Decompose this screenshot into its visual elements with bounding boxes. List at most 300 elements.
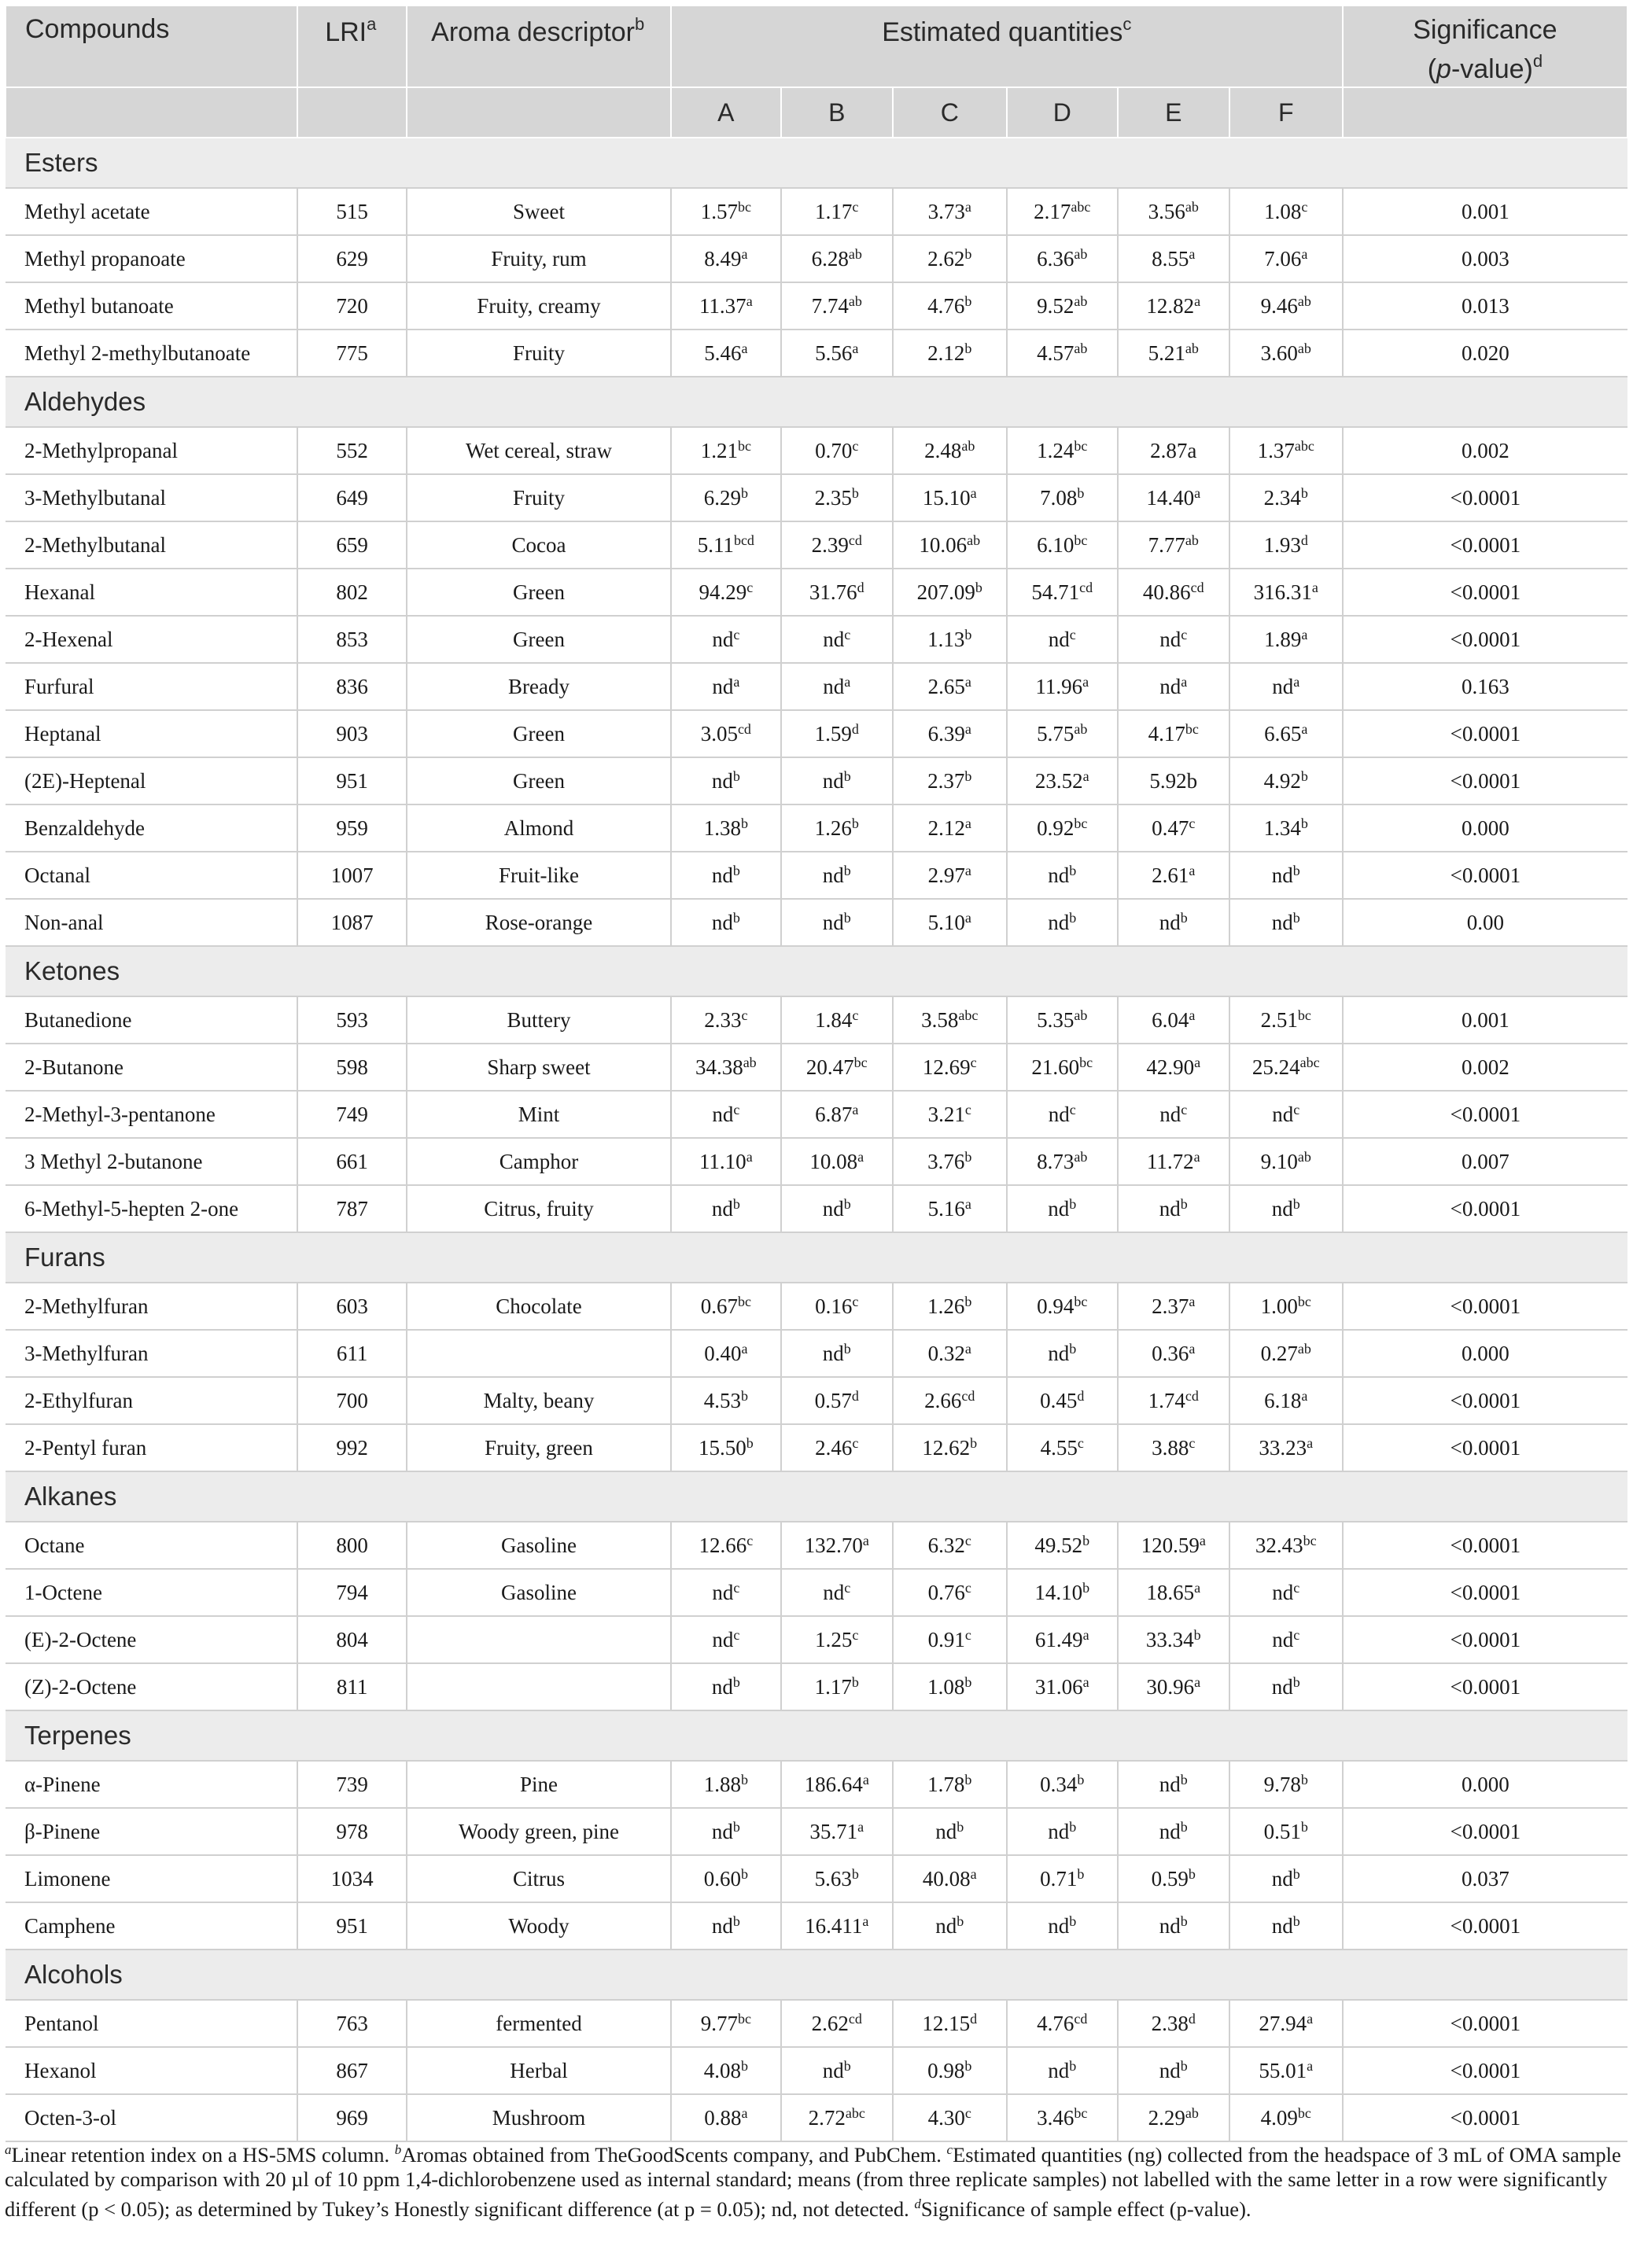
quantity-value: 3.73: [927, 199, 965, 223]
aroma-cell: Fruit-like: [407, 852, 671, 899]
quantity-cell: [671, 427, 781, 474]
quantity-value: 316.31: [1253, 580, 1312, 604]
quantity-value: 6.39: [927, 721, 965, 746]
significance-letter: a: [1194, 1054, 1201, 1070]
lri-cell: 1007: [297, 852, 407, 899]
footnote-text: Linear retention index on a HS-5MS column.: [11, 2142, 395, 2167]
quantity-cell: [1007, 852, 1118, 899]
quantity-cell: [671, 1522, 781, 1569]
significance-letter: a: [741, 245, 748, 262]
aroma-cell: Fruity, rum: [407, 235, 671, 282]
quantity-cell: [1229, 1138, 1343, 1185]
significance-letter: a: [1189, 1340, 1196, 1357]
compound-cell: β-Pinene: [6, 1808, 297, 1855]
aroma-cell: Bready: [407, 663, 671, 710]
lri-cell: 969: [297, 2094, 407, 2141]
significance-letter: a: [1293, 673, 1300, 690]
header-blank: [6, 87, 297, 138]
table-row: [6, 1377, 1627, 1424]
quantity-value: nd: [712, 1102, 734, 1126]
aroma-cell: Green: [407, 710, 671, 757]
table-row: [6, 996, 1627, 1044]
significance-letter: a: [852, 340, 859, 356]
quantity-value: 2.66: [924, 1388, 962, 1412]
quantity-cell: [781, 852, 893, 899]
lri-cell: 598: [297, 1044, 407, 1091]
group-heading: Ketones: [6, 946, 1627, 996]
quantity-cell: [1118, 1185, 1229, 1232]
group-row: [6, 946, 1627, 996]
lri-cell: 959: [297, 804, 407, 852]
lri-cell: 802: [297, 569, 407, 616]
quantity-cell: [671, 1377, 781, 1424]
quantity-cell: [1118, 1283, 1229, 1330]
lri-cell: 1087: [297, 899, 407, 946]
significance-letter: a: [964, 720, 971, 737]
compound-cell: (Z)-2-Octene: [6, 1663, 297, 1710]
table-row: [6, 1091, 1627, 1138]
significance-letter: ab: [1074, 1007, 1088, 1023]
quantity-value: 1.13: [927, 627, 965, 651]
significance-letter: a: [844, 673, 851, 690]
p-value-cell: 0.020: [1343, 330, 1627, 377]
compound-cell: 2-Pentyl furan: [6, 1424, 297, 1471]
quantity-value: 2.48: [924, 438, 962, 462]
p-value-cell: 0.001: [1343, 996, 1627, 1044]
quantity-value: 6.87: [815, 1102, 853, 1126]
compound-cell: Methyl butanoate: [6, 282, 297, 330]
quantity-value: nd: [1271, 1196, 1293, 1221]
quantity-cell: [1118, 1138, 1229, 1185]
significance-letter: bc: [1297, 1293, 1311, 1309]
quantity-value: 2.51: [1260, 1007, 1298, 1032]
quantity-value: 7.06: [1264, 246, 1302, 271]
p-value-cell: <0.0001: [1343, 852, 1627, 899]
quantity-cell: [1118, 1377, 1229, 1424]
significance-letter: c: [844, 1579, 851, 1596]
lri-cell: 951: [297, 757, 407, 804]
quantity-cell: [671, 1091, 781, 1138]
quantity-value: 6.18: [1264, 1388, 1302, 1412]
p-value-cell: 0.037: [1343, 1855, 1627, 1902]
quantity-cell: [1229, 1902, 1343, 1950]
significance-letter: a: [1301, 720, 1308, 737]
quantity-cell: [671, 330, 781, 377]
quantity-value: nd: [822, 2058, 844, 2082]
quantity-cell: [893, 1044, 1007, 1091]
quantity-cell: [1229, 569, 1343, 616]
compound-cell: Methyl acetate: [6, 188, 297, 235]
significance-letter: bc: [737, 2010, 751, 2027]
quantity-value: 2.62: [927, 246, 965, 271]
significance-letter: b: [964, 340, 972, 356]
footnote-marker: d: [914, 2196, 921, 2211]
significance-letter: c: [852, 1434, 859, 1451]
quantity-value: 31.76: [809, 580, 857, 604]
table-row: [6, 1855, 1627, 1902]
lri-cell: 836: [297, 663, 407, 710]
significance-letter: b: [964, 1293, 972, 1309]
p-value-cell: 0.000: [1343, 1330, 1627, 1377]
quantity-value: 12.62: [922, 1435, 971, 1460]
quantity-value: nd: [1272, 1580, 1294, 1604]
significance-letter: c: [1181, 1101, 1188, 1117]
quantity-value: nd: [1159, 1196, 1181, 1221]
compound-cell: 2-Methylpropanal: [6, 427, 297, 474]
quantity-cell: [1118, 663, 1229, 710]
quantity-value: 0.71: [1040, 1866, 1078, 1891]
quantity-cell: [1229, 474, 1343, 521]
significance-letter: a: [1082, 1626, 1089, 1643]
quantity-cell: [1007, 521, 1118, 569]
p-value-cell: 0.013: [1343, 282, 1627, 330]
quantity-cell: [893, 1663, 1007, 1710]
quantity-cell: [781, 1663, 893, 1710]
significance-letter: b: [964, 626, 972, 642]
significance-letter: b: [732, 909, 740, 926]
lri-cell: 1034: [297, 1855, 407, 1902]
quantity-value: 3.21: [927, 1102, 965, 1126]
significance-letter: c: [964, 1579, 971, 1596]
footnote-text: Aromas obtained from TheGoodScents company, and PubChem.: [401, 2142, 947, 2167]
quantity-cell: [1007, 804, 1118, 852]
table-row: [6, 521, 1627, 569]
significance-letter: b: [740, 1865, 748, 1882]
significance-letter: bc: [1074, 437, 1088, 454]
p-value-cell: 0.002: [1343, 427, 1627, 474]
quantity-cell: [893, 1185, 1007, 1232]
quantity-cell: [1118, 2094, 1229, 2141]
significance-letter: b: [964, 1673, 972, 1690]
significance-letter: b: [1292, 862, 1300, 878]
quantity-cell: [1229, 1522, 1343, 1569]
quantity-value: 0.94: [1037, 1294, 1075, 1318]
quantity-value: 7.08: [1040, 485, 1078, 510]
table-row: [6, 1616, 1627, 1663]
quantity-cell: [1118, 188, 1229, 235]
quantity-cell: [781, 1044, 893, 1091]
significance-letter: b: [1300, 484, 1308, 501]
quantity-cell: [671, 1569, 781, 1616]
quantity-cell: [781, 1091, 893, 1138]
footnote-marker: c: [946, 2142, 953, 2157]
quantity-value: nd: [711, 910, 733, 934]
significance-letter: c: [852, 1007, 859, 1023]
quantity-value: nd: [1048, 1341, 1070, 1365]
quantity-value: nd: [1048, 1913, 1070, 1938]
quantity-value: 11.72: [1146, 1149, 1194, 1173]
quantity-value: 5.16: [927, 1196, 965, 1221]
significance-letter: a: [1082, 768, 1089, 784]
quantity-cell: [671, 474, 781, 521]
p-value-cell: <0.0001: [1343, 2000, 1627, 2047]
quantity-value: 8.73: [1037, 1149, 1075, 1173]
quantity-cell: [1118, 852, 1229, 899]
quantity-value: 54.71: [1031, 580, 1080, 604]
table-row: [6, 282, 1627, 330]
significance-letter: ab: [1185, 198, 1199, 215]
significance-letter: b: [740, 1387, 748, 1404]
quantity-value: 3.05: [700, 721, 738, 746]
significance-letter: b: [1082, 1532, 1090, 1548]
p-value-cell: <0.0001: [1343, 2094, 1627, 2141]
quantity-value: nd: [1271, 1866, 1293, 1891]
lri-cell: 903: [297, 710, 407, 757]
quantity-value: 0.51: [1263, 1819, 1301, 1843]
quantity-value: nd: [712, 1627, 734, 1651]
quantity-value: 6.32: [927, 1533, 965, 1557]
table-row: [6, 2000, 1627, 2047]
quantity-cell: [781, 1522, 893, 1569]
significance-letter: b: [1292, 1865, 1300, 1882]
quantity-value: nd: [711, 768, 733, 793]
quantity-cell: [781, 1330, 893, 1377]
quantity-value: 1.37: [1257, 438, 1295, 462]
quantity-value: 1.88: [703, 1772, 741, 1796]
quantity-cell: [1007, 2000, 1118, 2047]
significance-letter: a: [964, 862, 971, 878]
significance-letter: d: [1300, 532, 1308, 548]
quantity-value: 12.82: [1146, 293, 1195, 318]
lri-cell: 804: [297, 1616, 407, 1663]
significance-letter: b: [843, 768, 851, 784]
header-significance: Significance (p-value)$^d$: [1343, 6, 1627, 87]
quantity-cell: [781, 996, 893, 1044]
footnote-marker: a: [5, 2142, 12, 2157]
quantity-value: 3.60: [1260, 341, 1298, 365]
quantity-cell: [1007, 616, 1118, 663]
quantity-cell: [781, 2047, 893, 2094]
significance-letter: b: [746, 1434, 754, 1451]
quantity-value: nd: [935, 1913, 957, 1938]
significance-letter: ab: [1074, 340, 1088, 356]
quantity-value: 4.08: [703, 2058, 741, 2082]
significance-letter: ab: [1297, 293, 1311, 309]
quantity-value: 2.12: [927, 816, 965, 840]
quantity-cell: [1118, 1808, 1229, 1855]
compound-cell: 2-Methylbutanal: [6, 521, 297, 569]
significance-letter: b: [740, 1771, 748, 1788]
quantity-value: 0.16: [815, 1294, 853, 1318]
quantity-cell: [893, 1424, 1007, 1471]
quantity-cell: [1007, 569, 1118, 616]
table-row: [6, 1569, 1627, 1616]
quantity-cell: [1118, 1522, 1229, 1569]
quantity-cell: [671, 521, 781, 569]
quantity-value: 2.12: [927, 341, 965, 365]
p-value-cell: 0.163: [1343, 663, 1627, 710]
compound-cell: (E)-2-Octene: [6, 1616, 297, 1663]
quantity-cell: [671, 996, 781, 1044]
quantity-cell: [1007, 1377, 1118, 1424]
significance-letter: b: [843, 2057, 851, 2074]
p-value-cell: 0.003: [1343, 235, 1627, 282]
quantity-value: 9.78: [1263, 1772, 1301, 1796]
significance-letter: ab: [1185, 2104, 1199, 2121]
significance-letter: bc: [737, 198, 751, 215]
significance-letter: cd: [848, 2010, 862, 2027]
quantity-value: 5.35: [1037, 1007, 1075, 1032]
compound-cell: Pentanol: [6, 2000, 297, 2047]
quantity-value: 207.09: [916, 580, 975, 604]
quantity-value: nd: [1159, 910, 1181, 934]
quantity-value: 3.76: [927, 1149, 965, 1173]
significance-letter: bc: [1074, 815, 1088, 831]
table-row: [6, 757, 1627, 804]
significance-letter: a: [746, 1148, 753, 1165]
quantity-value: 2.29: [1148, 2105, 1185, 2130]
compound-cell: Octanal: [6, 852, 297, 899]
compound-cell: 2-Butanone: [6, 1044, 297, 1091]
quantity-value: nd: [1159, 1819, 1181, 1843]
quantity-cell: [893, 282, 1007, 330]
quantity-cell: [893, 996, 1007, 1044]
quantity-value: 0.91: [927, 1627, 965, 1651]
quantity-cell: [893, 2047, 1007, 2094]
significance-letter: bc: [737, 437, 751, 454]
p-value-cell: 0.001: [1343, 188, 1627, 235]
quantity-value: 3.46: [1037, 2105, 1075, 2130]
quantity-cell: [781, 1616, 893, 1663]
quantity-value: nd: [1159, 627, 1181, 651]
quantity-cell: [1229, 427, 1343, 474]
significance-letter: b: [970, 1434, 978, 1451]
quantity-value: nd: [822, 1196, 844, 1221]
quantity-value: nd: [1159, 1102, 1181, 1126]
aroma-cell: Wet cereal, straw: [407, 427, 671, 474]
significance-letter: ab: [1074, 293, 1088, 309]
significance-letter: abc: [1299, 1054, 1320, 1070]
quantity-value: 0.70: [815, 438, 853, 462]
header-sample-a: A: [671, 87, 781, 138]
significance-letter: b: [957, 1818, 964, 1835]
significance-letter: b: [843, 1195, 851, 1212]
quantity-cell: [1007, 1808, 1118, 1855]
quantity-value: 0.59: [1151, 1866, 1189, 1891]
quantity-cell: [781, 1902, 893, 1950]
quantity-cell: [1118, 330, 1229, 377]
table-row: [6, 1138, 1627, 1185]
significance-letter: ab: [1074, 245, 1088, 262]
significance-letter: c: [964, 1626, 971, 1643]
quantity-value: nd: [935, 1819, 957, 1843]
quantity-cell: [1118, 757, 1229, 804]
compound-cell: 3-Methylbutanal: [6, 474, 297, 521]
significance-letter: b: [1193, 1626, 1201, 1643]
quantity-cell: [671, 2094, 781, 2141]
quantity-value: 1.34: [1263, 816, 1301, 840]
quantity-value: 6.10: [1037, 532, 1075, 557]
quantity-value: 2.38: [1151, 2011, 1189, 2035]
significance-letter: a: [1082, 673, 1089, 690]
significance-letter: cd: [1185, 1387, 1199, 1404]
significance-letter: b: [843, 1340, 851, 1357]
quantity-cell: [893, 1283, 1007, 1330]
p-value-cell: 0.007: [1343, 1138, 1627, 1185]
aroma-cell: Herbal: [407, 2047, 671, 2094]
table-row: [6, 1044, 1627, 1091]
significance-letter: a: [862, 1532, 869, 1548]
quantity-cell: [1007, 1424, 1118, 1471]
aroma-cell: Green: [407, 757, 671, 804]
quantity-cell: [1118, 1424, 1229, 1471]
significance-letter: a: [970, 1865, 977, 1882]
quantity-value: 6.28: [811, 246, 849, 271]
quantity-value: 4.55: [1040, 1435, 1078, 1460]
significance-letter: a: [741, 1340, 748, 1357]
aroma-cell: [407, 1663, 671, 1710]
quantity-cell: [1229, 663, 1343, 710]
compound-cell: Methyl propanoate: [6, 235, 297, 282]
quantity-cell: [893, 1091, 1007, 1138]
p-value-cell: <0.0001: [1343, 1663, 1627, 1710]
significance-letter: c: [964, 2104, 971, 2121]
significance-letter: c: [1293, 1626, 1300, 1643]
quantity-cell: [1118, 710, 1229, 757]
quantity-value: 1.25: [815, 1627, 853, 1651]
significance-letter: b: [1069, 1340, 1077, 1357]
significance-letter: b: [964, 1771, 972, 1788]
quantity-cell: [671, 852, 781, 899]
compound-cell: α-Pinene: [6, 1761, 297, 1808]
quantity-cell: [1007, 1855, 1118, 1902]
quantity-value: 7.74: [811, 293, 849, 318]
table-row: [6, 1185, 1627, 1232]
quantity-value: nd: [1272, 1102, 1294, 1126]
significance-letter: b: [1300, 1818, 1308, 1835]
quantity-value: 2.33: [704, 1007, 742, 1032]
quantity-value: 11.37: [699, 293, 746, 318]
quantity-value: nd: [1271, 1913, 1293, 1938]
quantity-cell: [781, 804, 893, 852]
quantity-cell: [1229, 2094, 1343, 2141]
p-value-cell: <0.0001: [1343, 569, 1627, 616]
table-row: [6, 1283, 1627, 1330]
lri-cell: 552: [297, 427, 407, 474]
compound-cell: 3 Methyl 2-butanone: [6, 1138, 297, 1185]
quantity-value: nd: [1048, 1102, 1070, 1126]
quantity-cell: [671, 2000, 781, 2047]
quantity-cell: [671, 899, 781, 946]
aroma-cell: Buttery: [407, 996, 671, 1044]
quantity-cell: [1229, 1044, 1343, 1091]
quantity-cell: [781, 1185, 893, 1232]
quantity-value: 16.411: [805, 1913, 863, 1938]
significance-letter: b: [1188, 1865, 1196, 1882]
quantity-cell: [1229, 899, 1343, 946]
quantity-value: 40.86: [1142, 580, 1191, 604]
lri-cell: 515: [297, 188, 407, 235]
significance-letter: bc: [1185, 720, 1199, 737]
significance-letter: bc: [1079, 1054, 1093, 1070]
quantity-cell: [1118, 1855, 1229, 1902]
quantity-cell: [1229, 616, 1343, 663]
quantity-cell: [893, 1522, 1007, 1569]
significance-letter: a: [1199, 1532, 1206, 1548]
significance-letter: b: [964, 245, 972, 262]
significance-letter: ab: [1297, 1148, 1311, 1165]
lri-cell: 800: [297, 1522, 407, 1569]
quantity-value: 0.36: [1152, 1341, 1189, 1365]
quantity-value: 1.26: [927, 1294, 965, 1318]
p-value-cell: <0.0001: [1343, 757, 1627, 804]
aroma-cell: Citrus, fruity: [407, 1185, 671, 1232]
table-row: [6, 2047, 1627, 2094]
lri-cell: 593: [297, 996, 407, 1044]
significance-letter: b: [843, 909, 851, 926]
significance-letter: d: [857, 579, 864, 595]
quantity-value: 0.92: [1037, 816, 1075, 840]
